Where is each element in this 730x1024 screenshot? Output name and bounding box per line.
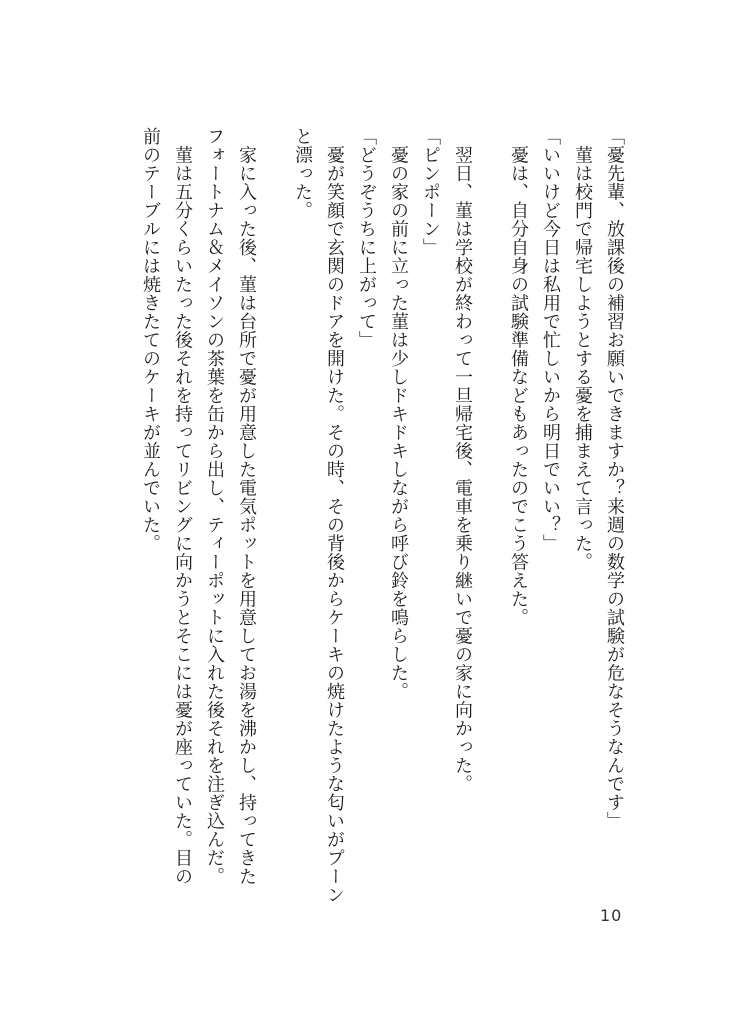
text-line: と漂った。 <box>292 127 313 220</box>
text-line: 「ピンポーン」 <box>420 127 441 257</box>
text-line: 「どうぞうちに上がって」 <box>356 127 377 349</box>
text-line: 「憂先輩、放課後の補習お願いできますか？来週の数学の試験が危なそうなんです」 <box>604 127 625 830</box>
text-line: 憂の家の前に立った菫は少しドキドキしながら呼び鈴を鳴らした。 <box>388 127 409 701</box>
text-line: 憂は、自分自身の試験準備などもあったのでこう答えた。 <box>508 127 529 627</box>
page-number: 10 <box>600 906 623 925</box>
text-line: 菫は五分くらいたった後それを持ってリビングに向かうとそこには憂が座っていた。目の <box>172 127 193 886</box>
vertical-text-body <box>134 127 630 904</box>
text-line: 家に入った後、菫は台所で憂が用意した電気ポットを用意してお湯を沸かし、持ってきた <box>236 127 257 886</box>
text-line: 憂が笑顔で玄関のドアを開けた。その時、その背後からケーキの焼けたような匂いがプーン <box>324 127 345 904</box>
text-line: 菫は校門で帰宅しようとする憂を捕まえて言った。 <box>572 127 593 571</box>
paragraph-gap <box>262 127 286 887</box>
text-line: 翌日、菫は学校が終わって一旦帰宅後、電車を乗り継いで憂の家に向かった。 <box>452 127 473 793</box>
text-line: 前のテーブルには焼きたてのケーキが並んでいた。 <box>140 127 161 553</box>
text-line: フォートナム＆メイソンの茶葉を缶から出し、ティーポットに入れた後それを注ぎ込んだ。 <box>204 127 225 886</box>
text-line: 「いいけど今日は私用で忙しいから明日でいい？」 <box>540 127 561 553</box>
paragraph-gap <box>478 127 502 887</box>
